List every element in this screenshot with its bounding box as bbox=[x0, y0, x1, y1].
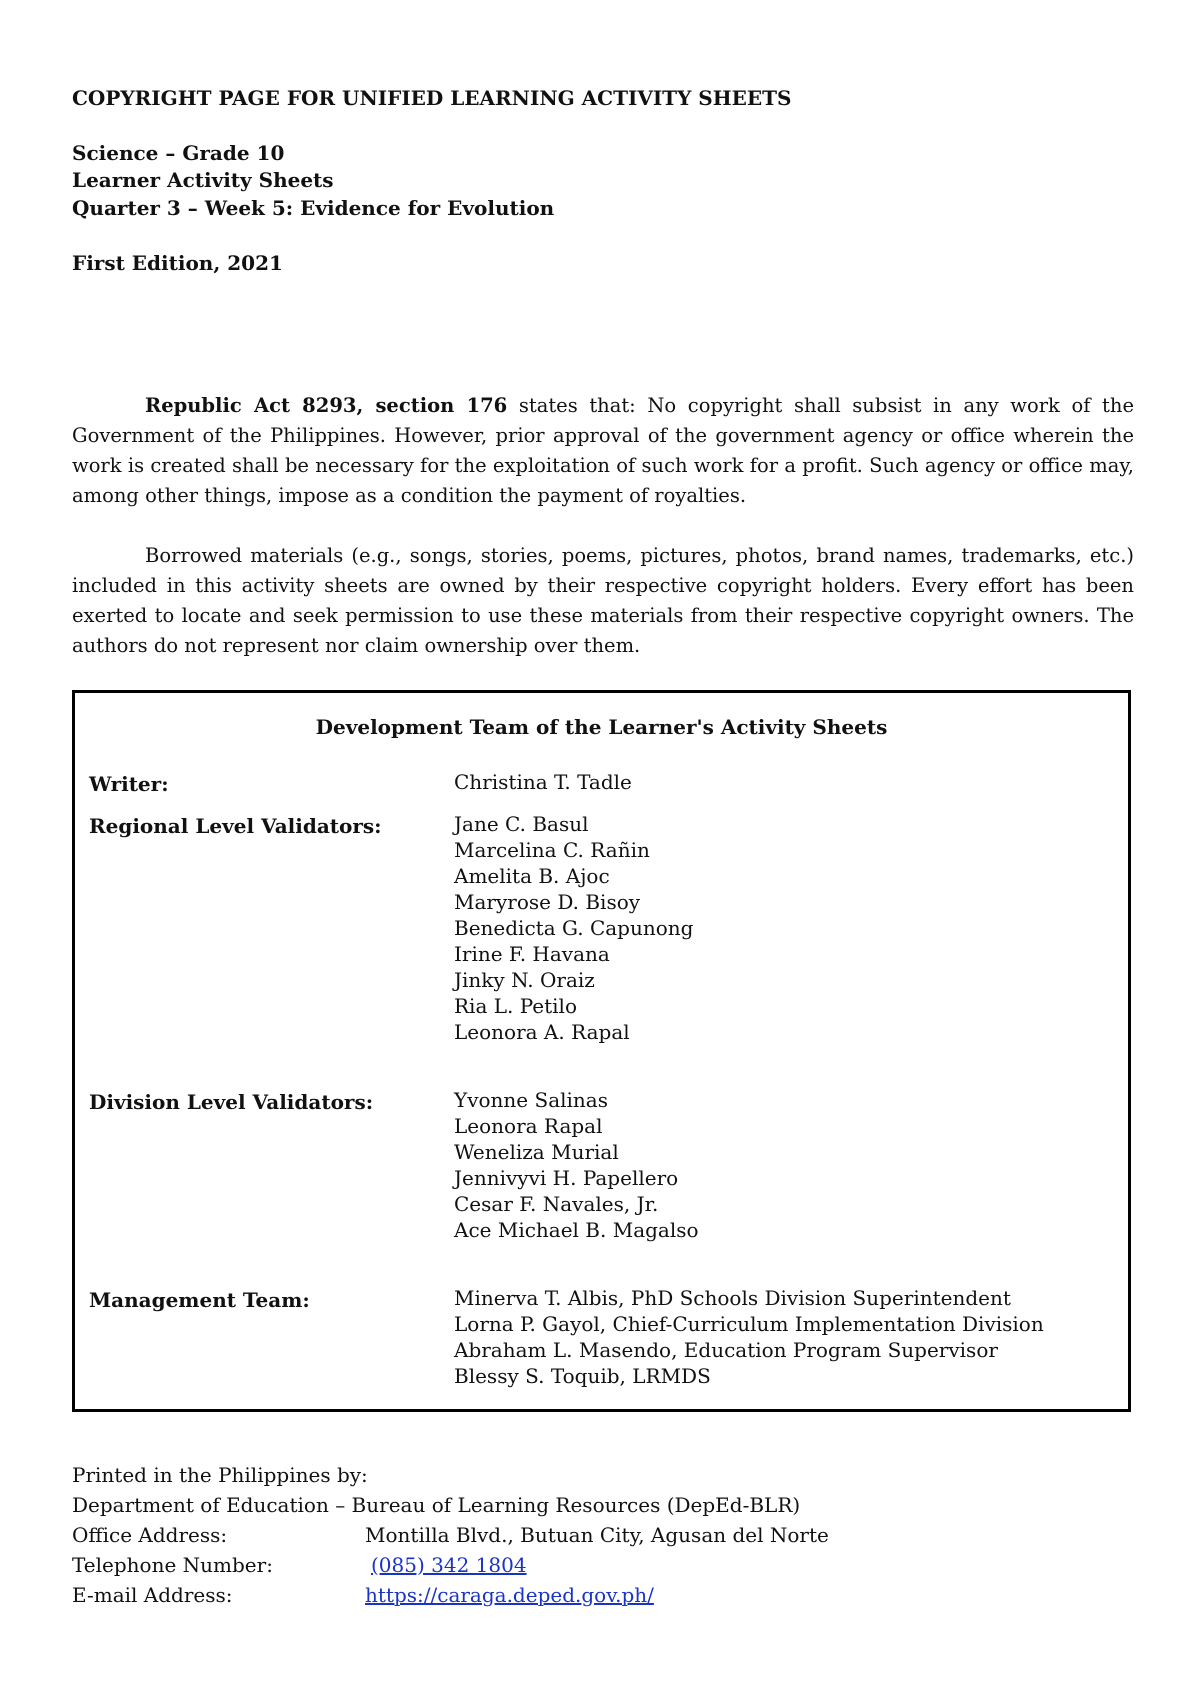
management-member: Abraham L. Masendo, Education Program Supervisor bbox=[454, 1338, 998, 1362]
email-row bbox=[72, 1583, 654, 1607]
writer-role: Writer: bbox=[89, 772, 169, 796]
regional-validator: Amelita B. Ajoc bbox=[454, 864, 610, 888]
regional-validator: Marcelina C. Rañin bbox=[454, 838, 650, 862]
regional-validator: Irine F. Havana bbox=[454, 942, 610, 966]
telephone-label: Telephone Number: bbox=[72, 1553, 273, 1577]
management-member: Minerva T. Albis, PhD Schools Division Superintendent bbox=[454, 1286, 1011, 1310]
division-validator: Ace Michael B. Magalso bbox=[454, 1218, 699, 1242]
regional-validator: Jane C. Basul bbox=[454, 812, 589, 836]
regional-validator: Jinky N. Oraiz bbox=[454, 968, 595, 992]
sheet-type-line: Learner Activity Sheets bbox=[72, 168, 334, 192]
division-validator: Leonora Rapal bbox=[454, 1114, 603, 1138]
division-validators-role: Division Level Validators: bbox=[89, 1090, 374, 1114]
telephone-row bbox=[72, 1553, 527, 1577]
website-link[interactable]: https://caraga.deped.gov.ph/ bbox=[365, 1583, 654, 1607]
copyright-paragraph-1-text: states that: No copyright shall subsist in any work of the Government of the Philippines. However, prior approval of the government agency or office wherein the work is created shall be necessary for the exploitation of such work for a profit. Such agency or office may, among other things, impose as a condition the payment of royalties. bbox=[72, 394, 1134, 507]
subject-line: Science – Grade 10 bbox=[72, 141, 285, 165]
office-address-value: Montilla Blvd., Butuan City, Agusan del Norte bbox=[365, 1523, 829, 1547]
page-heading: COPYRIGHT PAGE FOR UNIFIED LEARNING ACTIVITY SHEETS bbox=[72, 86, 792, 110]
writer-name: Christina T. Tadle bbox=[454, 770, 632, 794]
regional-validator: Benedicta G. Capunong bbox=[454, 916, 694, 940]
edition-line: First Edition, 2021 bbox=[72, 251, 283, 275]
management-member: Blessy S. Toquib, LRMDS bbox=[454, 1364, 711, 1388]
team-title: Development Team of the Learner's Activity Sheets bbox=[315, 715, 888, 739]
division-validator: Cesar F. Navales, Jr. bbox=[454, 1192, 659, 1216]
regional-validator: Leonora A. Rapal bbox=[454, 1020, 630, 1044]
copyright-paragraph-2: Borrowed materials (e.g., songs, stories, poems, pictures, photos, brand names, trademarks, etc.) included in this activity sheets are owned by their respective copyright holders. Every effort has been exerted to locate and seek permission to use these materials from their respective copyright owners. The authors do not represent nor claim ownership over them. bbox=[72, 544, 1134, 657]
copyright-law-reference: Republic Act 8293, section 176 bbox=[145, 394, 508, 417]
management-team-names bbox=[454, 1285, 1044, 1389]
publisher-org: Department of Education – Bureau of Learning Resources (DepEd-BLR) bbox=[72, 1493, 801, 1517]
management-team-role: Management Team: bbox=[89, 1288, 310, 1312]
regional-validators-role: Regional Level Validators: bbox=[89, 814, 382, 838]
printed-by-line: Printed in the Philippines by: bbox=[72, 1463, 368, 1487]
development-team-box bbox=[72, 690, 1131, 1412]
division-validator: Yvonne Salinas bbox=[454, 1088, 608, 1112]
division-validator: Jennivyvi H. Papellero bbox=[454, 1166, 679, 1190]
email-label: E-mail Address: bbox=[72, 1583, 233, 1607]
management-member: Lorna P. Gayol, Chief-Curriculum Implementation Division bbox=[454, 1312, 1044, 1336]
regional-validator: Maryrose D. Bisoy bbox=[454, 890, 641, 914]
writer-names bbox=[454, 769, 632, 795]
regional-validator: Ria L. Petilo bbox=[454, 994, 577, 1018]
office-address-label: Office Address: bbox=[72, 1523, 228, 1547]
office-address-row bbox=[72, 1523, 829, 1547]
quarter-line: Quarter 3 – Week 5: Evidence for Evolution bbox=[72, 196, 555, 220]
division-validators-names bbox=[454, 1087, 699, 1243]
telephone-link[interactable]: (085) 342 1804 bbox=[371, 1553, 527, 1577]
copyright-paragraph-1 bbox=[72, 391, 1134, 511]
division-validator: Weneliza Murial bbox=[454, 1140, 619, 1164]
regional-validators-names bbox=[454, 811, 693, 1045]
